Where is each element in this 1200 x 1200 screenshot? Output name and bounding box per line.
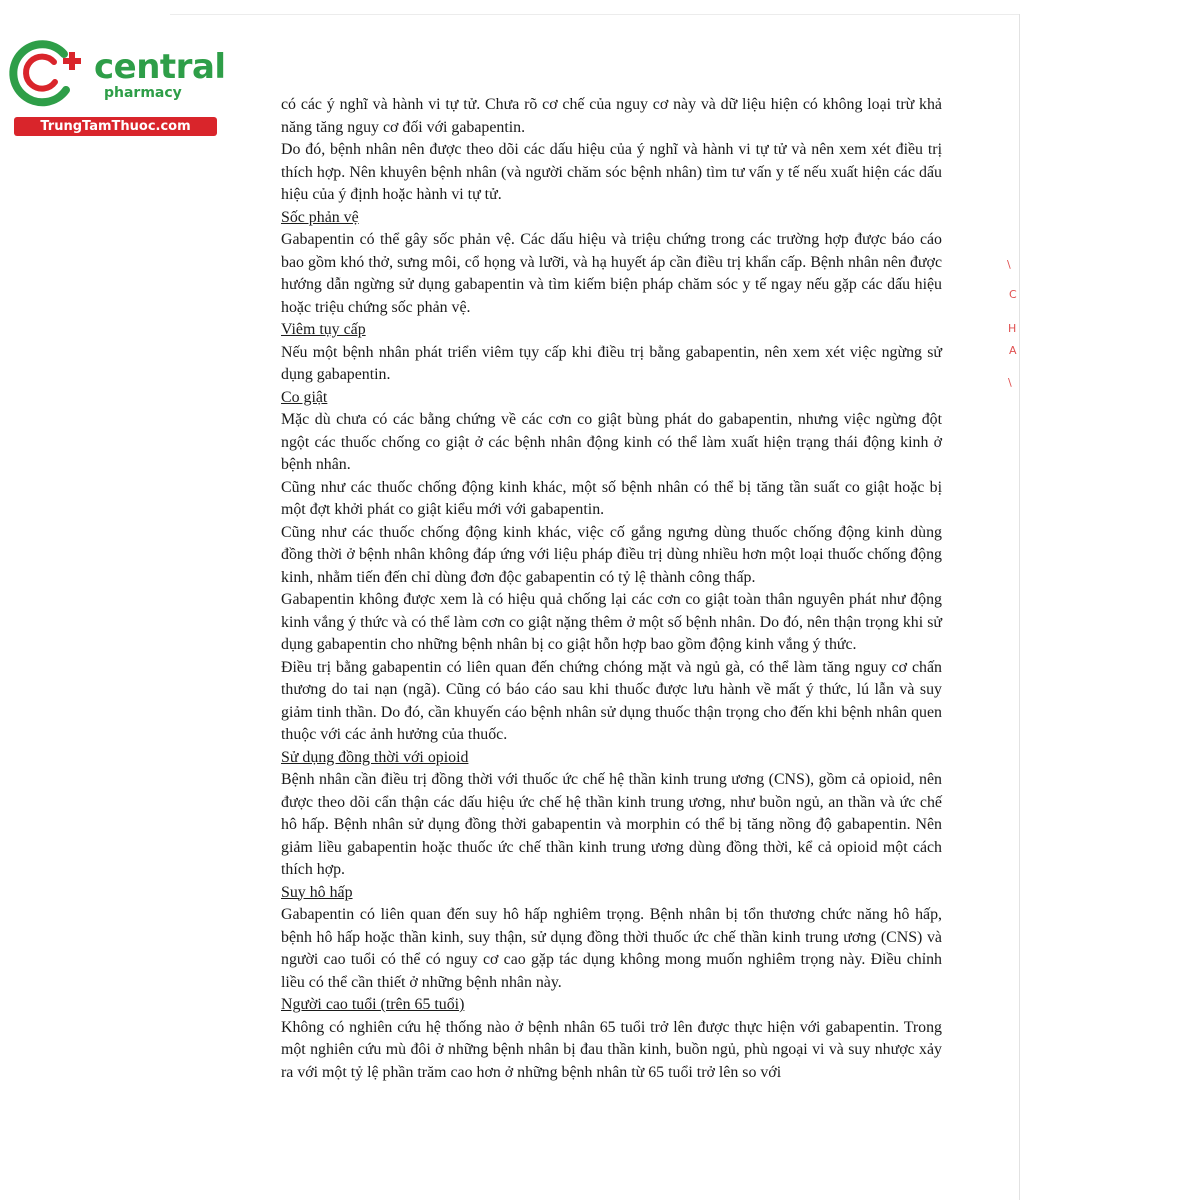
paragraph: Nếu một bệnh nhân phát triển viêm tụy cấp khi điều trị bằng gabapentin, nên xem xét việc ngừng sử dụng gabapentin.	[281, 343, 942, 383]
stamp-char: A	[1009, 344, 1017, 357]
section-heading: Sốc phản vệ	[281, 208, 359, 226]
paragraph: Gabapentin có thể gây sốc phản vệ. Các dấu hiệu và triệu chứng trong các trường hợp được báo cáo bao gồm khó thở, sưng môi, cổ họng và lưỡi, và hạ huyết áp cần điều trị khẩn cấp. Bệnh nhân nên được hướng dẫn ngừng sử dụng gabapentin và tìm kiếm biện pháp chăm sóc y tế ngay nếu gặp các dấu hiệu hoặc triệu chứng sốc phản vệ.	[281, 231, 942, 316]
paragraph: Cũng như các thuốc chống động kinh khác, một số bệnh nhân có thể bị tăng tần suất co giật hoặc bị một đợt khởi phát co giật kiểu mới với gabapentin.	[281, 478, 942, 518]
document-body	[281, 94, 942, 1084]
section-heading: Sử dụng đồng thời với opioid	[281, 748, 469, 766]
section-heading: Co giật	[281, 388, 328, 406]
stamp-char: \	[1007, 258, 1011, 271]
brand-subtitle: pharmacy	[104, 85, 182, 101]
paragraph: Điều trị bằng gabapentin có liên quan đến chứng chóng mặt và ngủ gà, có thể làm tăng nguy cơ chấn thương do tai nạn (ngã). Cũng có báo cáo sau khi thuốc được lưu hành về mất ý thức, lú lẫn và suy giảm tinh thần. Do đó, cần khuyến cáo bệnh nhân sử dụng thuốc thận trọng cho đến khi bệnh nhân quen thuộc với các ảnh hưởng của thuốc.	[281, 658, 942, 743]
paragraph: Mặc dù chưa có các bằng chứng về các cơn co giật bùng phát do gabapentin, nhưng việc ngừng đột ngột các thuốc chống co giật ở các bệnh nhân động kinh có thể làm xuất hiện trạng thái động kinh ở bệnh nhân.	[281, 411, 942, 473]
paragraph: Gabapentin không được xem là có hiệu quả chống lại các cơn co giật toàn thân nguyên phát như động kinh vắng ý thức và có thể làm cơn co giật nặng thêm ở một số bệnh nhân. Do đó, nên thận trọng khi sử dụng gabapentin cho những bệnh nhân bị co giật hỗn hợp bao gồm động kinh vắng ý thức.	[281, 591, 942, 653]
page-top-edge	[170, 14, 1020, 15]
section-heading: Người cao tuổi (trên 65 tuổi)	[281, 996, 465, 1013]
paragraph: Gabapentin có liên quan đến suy hô hấp nghiêm trọng. Bệnh nhân bị tổn thương chức năng hô hấp, bệnh hô hấp hoặc thần kinh, suy thận, sử dụng đồng thời thuốc ức chế thần kinh trung ương (CNS) và người cao tuổi có thể có nguy cơ cao gặp tác dụng không mong muốn nghiêm trọng này. Điều chỉnh liều có thể cần thiết ở những bệnh nhân này.	[281, 906, 942, 991]
pharmacy-cross-logo-icon	[8, 38, 92, 108]
paragraph: Do đó, bệnh nhân nên được theo dõi các dấu hiệu của ý nghĩ và hành vi tự tử và nên xem xét điều trị thích hợp. Nên khuyên bệnh nhân (và người chăm sóc bệnh nhân) tìm tư vấn y tế nếu xuất hiện các dấu hiệu của ý định hoặc hành vi tự tử.	[281, 141, 942, 203]
stamp-char: \	[1008, 376, 1012, 389]
stamp-char: C	[1009, 288, 1017, 301]
stamp-fragment	[1003, 250, 1023, 400]
section-heading: Suy hô hấp	[281, 883, 353, 901]
paragraph: Cũng như các thuốc chống động kinh khác, việc cố gắng ngưng dùng thuốc chống động kinh dùng đồng thời ở bệnh nhân không đáp ứng với liệu pháp điều trị dùng nhiều hơn một loại thuốc chống động kinh, nhằm tiến đến chỉ dùng đơn độc gabapentin có tỷ lệ thành công thấp.	[281, 523, 942, 586]
page-right-edge	[1019, 14, 1020, 1200]
paragraph: có các ý nghĩ và hành vi tự tử. Chưa rõ cơ chế của nguy cơ này và dữ liệu hiện có không loại trừ khả năng tăng nguy cơ đối với gabapentin.	[281, 96, 942, 136]
website-ribbon[interactable]: TrungTamThuoc.com	[14, 117, 217, 136]
brand-name: central	[94, 47, 226, 87]
paragraph: Bệnh nhân cần điều trị đồng thời với thuốc ức chế hệ thần kinh trung ương (CNS), gồm cả opioid, nên được theo dõi cẩn thận các dấu hiệu ức chế hệ thần kinh trung ương, như buồn ngủ, an thần và ức chế hô hấp. Bệnh nhân sử dụng đồng thời gabapentin và morphin có thể bị tăng nồng độ gabapentin. Nên giảm liều gabapentin hoặc thuốc ức chế thần kinh trung ương dùng đồng thời, kể cả opioid một cách thích hợp.	[281, 771, 942, 878]
central-pharmacy-logo[interactable]	[8, 36, 226, 136]
paragraph: Không có nghiên cứu hệ thống nào ở bệnh nhân 65 tuổi trở lên được thực hiện với gabapentin. Trong một nghiên cứu mù đôi ở những bệnh nhân bị đau thần kinh, buồn ngủ, phù ngoại vi và suy nhược xảy ra với một tỷ lệ phần trăm cao hơn ở những bệnh nhân từ 65 tuổi trở lên so với	[281, 1018, 942, 1081]
stamp-char: H	[1008, 322, 1017, 335]
section-heading: Viêm tụy cấp	[281, 321, 366, 338]
